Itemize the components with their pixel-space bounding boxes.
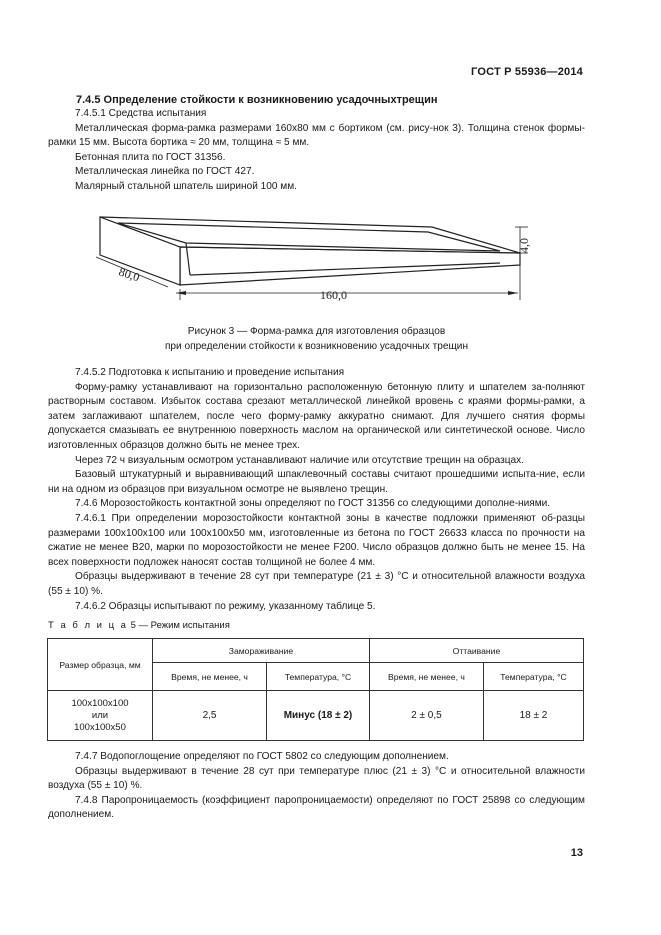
paragraph: 7.4.8 Паропроницаемость (коэффициент паропроницаемости) определяют по ГОСТ 25898 со следующим дополнением. (48, 794, 585, 821)
size-value-alt: 100x100x50 (74, 721, 126, 733)
col-group-freeze: Замораживание (153, 639, 370, 663)
cell-size (48, 691, 153, 741)
table-caption-text: 5 — Режим испытания (130, 620, 230, 631)
section-body-2 (48, 366, 585, 614)
col-header-thaw-temp: Температура, °С (483, 663, 583, 691)
paragraph: Форму-рамку устанавливают на горизонтально расположенную бетонную плиту и шпателем за-полняют растворным составом. Избыток состава срезают металлической линейкой вровень с краями формы-рамки, а затем заглаживают шпателем, после чего форму-рамку аккуратно снимают. Для лучшего снятия формы допускается смазывать ее внутреннюю поверхность маслом на органической или синтетической основе. Число изготовленных образцов должно быть не менее трех. (48, 381, 585, 451)
dim-length-label: 160,0 (320, 288, 347, 302)
paragraph: 7.4.6.2 Образцы испытывают по режиму, указанному таблице 5. (75, 600, 376, 612)
paragraph: Базовый штукатурный и выравнивающий шпаклевочный составы считают прошедшими испыта-ние, если ни на одном из образцов при визуальном осмотре не выявлено трещин. (48, 469, 585, 495)
cell-thaw-time: 2 ± 0,5 (369, 691, 483, 741)
section-body-1 (48, 107, 585, 195)
section-title: 7.4.5 Определение стойкости к возникновению усадочныхтрещин (76, 94, 438, 106)
table-caption-prefix: Т а б л и ц а (48, 620, 128, 631)
paragraph: Образцы выдерживают в течение 28 сут при температуре плюс (21 ± 3) °С и относительной влажности воздуха (55 ± 10) %. (48, 765, 585, 792)
paragraph: Металлическая форма-рамка размерами 160х80 мм с бортиком (см. рису-нок 3). Толщина стенок формы-рамки 15 мм. Высота бортика ≈ 20 мм, толщина ≈ 5 мм. (48, 122, 585, 149)
paragraph: Металлическая линейка по ГОСТ 427. (75, 166, 255, 178)
caption-line: при определении стойкости к возникновению усадочных трещин (164, 340, 469, 352)
table-caption (48, 620, 230, 631)
paragraph: Через 72 ч визуальным осмотром устанавливают наличие или отсутствие трещин на образцах. (75, 454, 524, 466)
cell-freeze-time: 2,5 (153, 691, 267, 741)
cell-freeze-temp: Минус (18 ± 2) (267, 691, 370, 741)
dim-height-label: 4,0 (517, 238, 531, 253)
col-header-thaw-time: Время, не менее, ч (369, 663, 483, 691)
paragraph: 7.4.5.1 Средства испытания (75, 108, 207, 119)
dim-width-label: 80,0 (117, 264, 142, 285)
paragraph: 7.4.6.1 При определении морозостойкости контактной зоны в качестве подложки применяют об-разцы размерами 100x100x100 или 100x100x50 мм, изготовленные из бетона по ГОСТ 26633 класса по прочности на сжатие не менее В20, марки по морозостойкости не менее F200. Число образцов должно быть не менее 15. На всех поверхности подложек наносят состав толщиной не более 4 мм. (48, 512, 585, 568)
page-number: 13 (570, 847, 583, 859)
document-id: ГОСТ Р 55936—2014 (471, 66, 583, 78)
paragraph: 7.4.7 Водопоглощение определяют по ГОСТ 5802 со следующим дополнением. (75, 751, 449, 762)
col-header-size: Размер образца, мм (48, 639, 153, 691)
size-value: 100x100x100 (71, 697, 129, 709)
paragraph: Бетонная плита по ГОСТ 31356. (75, 151, 226, 163)
paragraph: Образцы выдерживают в течение 28 сут при температуре (21 ± 3) °С и относительной влажности воздуха (55 ± 10) %. (48, 571, 585, 597)
paragraph: Малярный стальной шпатель шириной 100 мм. (75, 180, 297, 192)
figure-caption (48, 325, 585, 354)
col-header-freeze-temp: Температура, °С (267, 663, 370, 691)
size-or: или (91, 709, 109, 721)
paragraph: 7.4.6 Морозостойкость контактной зоны определяют по ГОСТ 31356 со следующими дополне-ниями. (75, 498, 551, 510)
col-header-freeze-time: Время, не менее, ч (153, 663, 267, 691)
cell-thaw-temp: 18 ± 2 (483, 691, 583, 741)
section-body-3 (48, 750, 585, 823)
figure-frame-mold (0, 205, 661, 315)
test-mode-table (47, 638, 584, 741)
paragraph: 7.4.5.2 Подготовка к испытанию и проведение испытания (75, 367, 345, 378)
caption-line: Рисунок 3 — Форма-рамка для изготовления образцов (187, 326, 446, 337)
table-row (48, 691, 584, 741)
col-group-thaw: Оттаивание (369, 639, 583, 663)
